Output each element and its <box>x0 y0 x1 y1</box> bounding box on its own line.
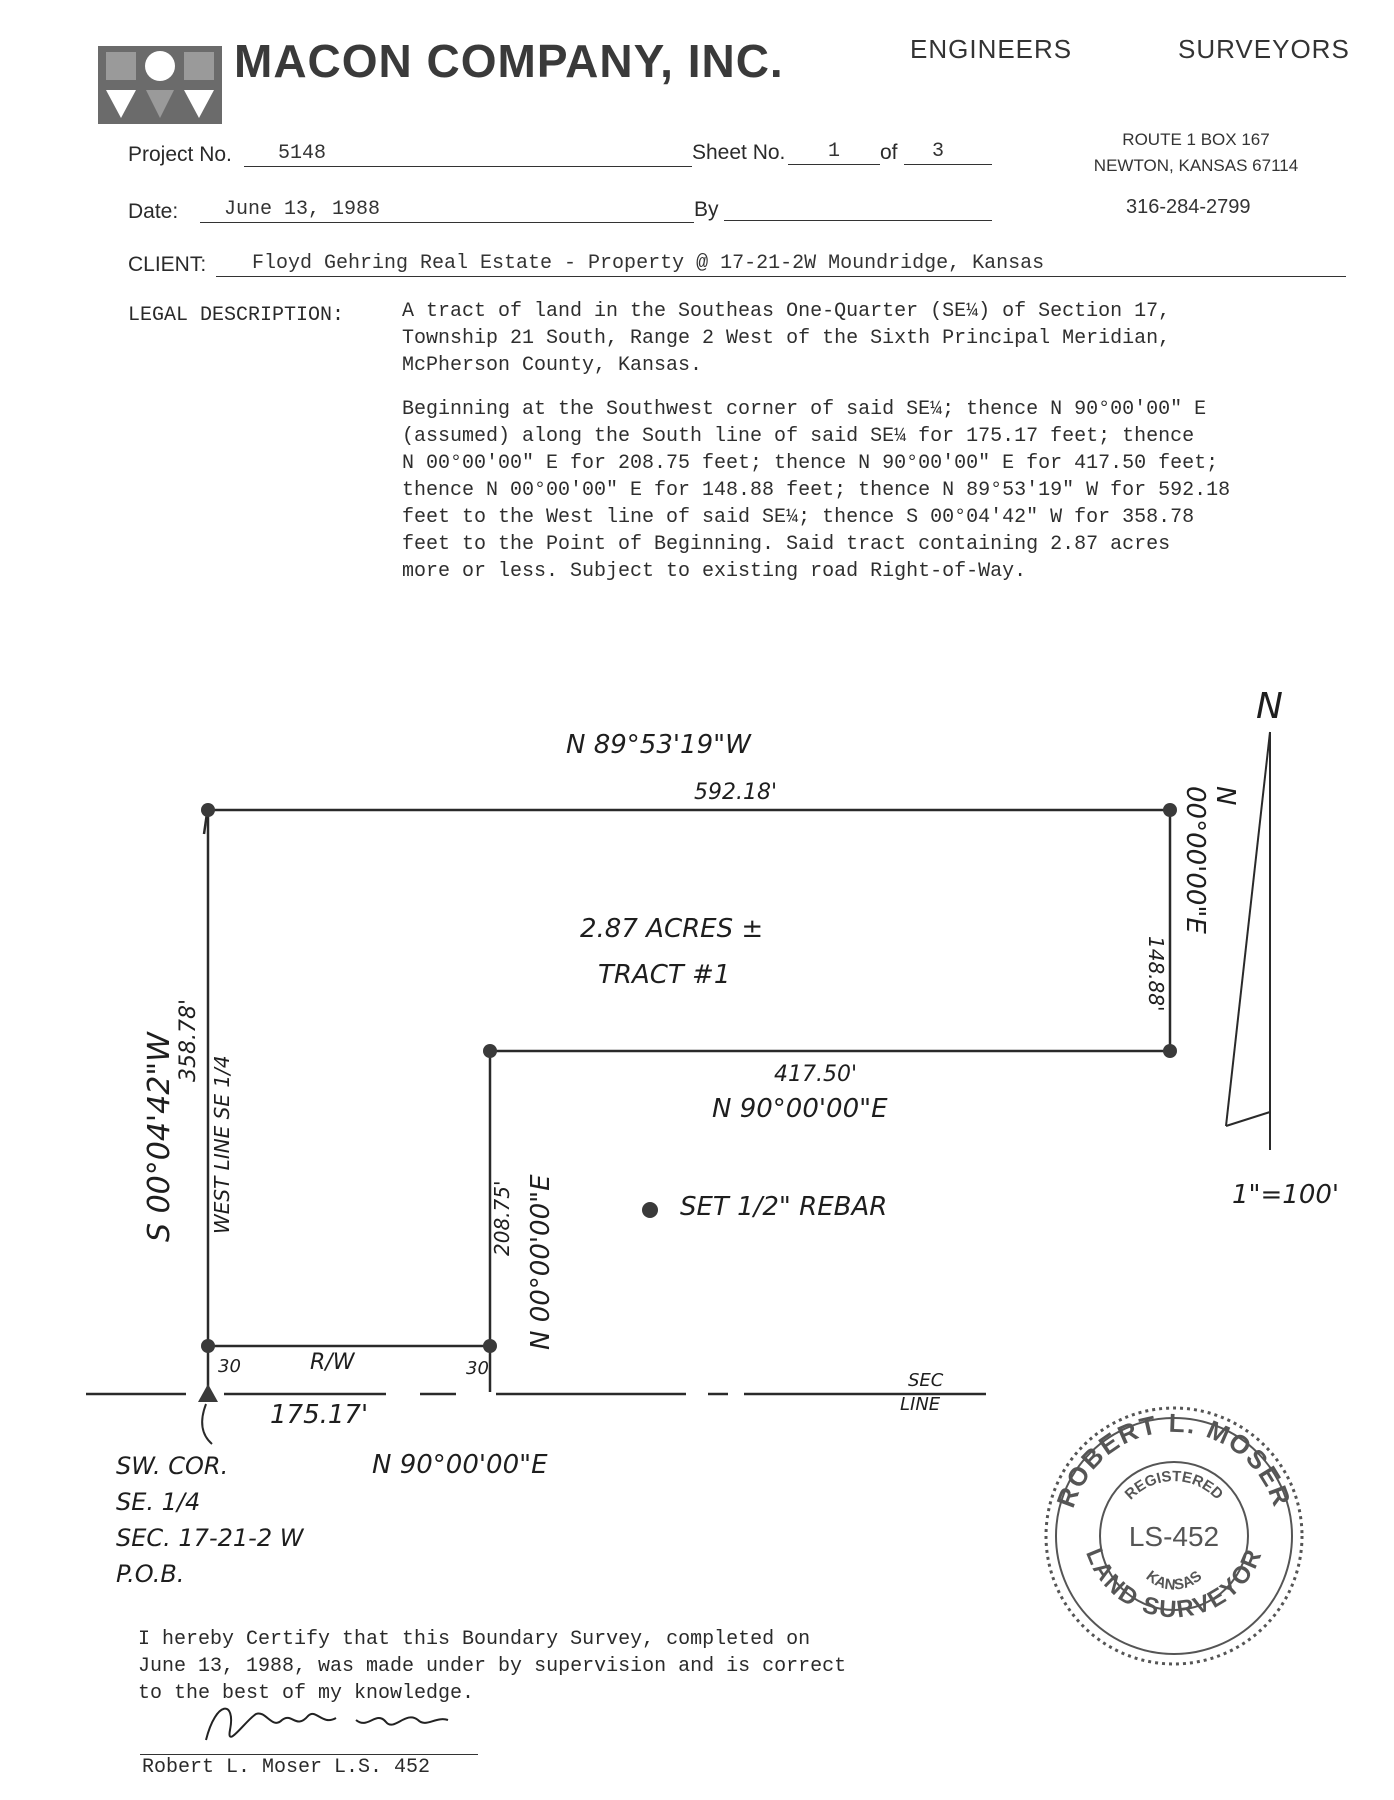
sec-line-label-2: LINE <box>900 1394 941 1415</box>
west-line-label: WEST LINE SE 1/4 <box>210 1055 234 1234</box>
address-line2: NEWTON, KANSAS 67114 <box>1093 156 1299 175</box>
of-label: of <box>880 141 898 164</box>
svg-text:ROBERT L. MOSER <box>1050 1408 1297 1512</box>
middle-bearing-label: N 90°00'00"E <box>712 1094 888 1124</box>
pob-triangle <box>198 1384 218 1402</box>
sheet-label: Sheet No. <box>692 141 786 164</box>
legal-line: A tract of land in the Southeas One-Quarter (SE¼) of Section 17, <box>402 300 1171 323</box>
client-value: Floyd Gehring Real Estate - Property @ 17-21-2W Moundridge, Kansas <box>252 252 1045 275</box>
south-bearing-label: N 90°00'00"E <box>372 1450 548 1480</box>
of-value: 3 <box>932 140 945 163</box>
seal-title: LAND SURVEYOR <box>1080 1544 1268 1624</box>
rebar-label: SET 1/2" REBAR <box>680 1192 888 1222</box>
row-width-east: 30 <box>466 1358 489 1379</box>
legal-line: N 00°00'00" E for 208.75 feet; thence N 90°00'00" E for 417.50 feet; <box>402 452 1219 475</box>
legal-line: feet to the Point of Beginning. Said tract containing 2.87 acres <box>402 533 1171 556</box>
date-value: June 13, 1988 <box>224 198 381 221</box>
sheet-value: 1 <box>827 140 840 163</box>
handwritten-signature <box>196 1690 456 1760</box>
cert-line: I hereby Certify that this Boundary Survey, completed on <box>138 1628 811 1651</box>
seal-registered: REGISTERED <box>1121 1467 1227 1504</box>
svg-text:REGISTERED <box>1122 1468 1227 1503</box>
row-label: R/W <box>310 1350 355 1375</box>
address-line1: ROUTE 1 BOX 167 <box>1122 130 1270 149</box>
inner-bearing-label: N 00°00'00"E <box>526 1174 556 1350</box>
seal-name: ROBERT L. MOSER <box>1050 1407 1298 1512</box>
corner-pin <box>483 1339 497 1353</box>
phone-number: 316-284-2799 <box>1126 196 1251 218</box>
corner-pin <box>483 1044 497 1058</box>
north-bearing-label: N 89°53'19"W <box>566 730 751 760</box>
middle-distance-label: 417.50' <box>774 1062 858 1087</box>
seal-number: LS-452 <box>1128 1521 1220 1552</box>
legal-line: feet to the West line of said SE¼; thence S 00°04'42" W for 358.78 <box>402 506 1195 529</box>
corner-pin <box>1163 1044 1177 1058</box>
legal-line: Township 21 South, Range 2 West of the Sixth Principal Meridian, <box>402 327 1171 350</box>
south-distance-label: 175.17' <box>270 1400 369 1430</box>
by-label: By <box>694 198 719 221</box>
corner-pin <box>1163 803 1177 817</box>
pob-line: SW. COR. <box>116 1452 229 1480</box>
scale-label: 1"=100' <box>1232 1180 1340 1210</box>
pob-note <box>116 1448 303 1592</box>
sec-line-label-1: SEC <box>908 1370 944 1391</box>
project-value: 5148 <box>278 142 327 165</box>
signer-name: Robert L. Moser L.S. 452 <box>142 1756 431 1779</box>
legal-description-label: LEGAL DESCRIPTION: <box>128 304 345 327</box>
east-bearing-label: N 00°00'00"E <box>1180 786 1240 934</box>
acres-label: 2.87 ACRES ± <box>580 914 764 944</box>
rebar-legend-pin <box>642 1202 658 1218</box>
cert-line: to the best of my knowledge. <box>138 1682 475 1705</box>
cert-line: June 13, 1988, was made under by supervision and is correct <box>138 1655 847 1678</box>
legal-line: more or less. Subject to existing road Right-of-Way. <box>402 560 1027 583</box>
surveyor-seal <box>1040 1402 1308 1670</box>
west-distance-label: 358.78' <box>176 998 201 1082</box>
corner-pin <box>201 1339 215 1353</box>
signature-line <box>140 1754 478 1755</box>
pob-line: P.O.B. <box>116 1560 185 1588</box>
north-distance-label: 592.18' <box>694 780 778 805</box>
west-bearing-label: S 00°04'42"W <box>142 1032 177 1242</box>
date-label: Date: <box>128 200 179 223</box>
client-label: CLIENT: <box>128 253 207 276</box>
legal-line: thence N 00°00'00" E for 148.88 feet; thence N 89°53'19" W for 592.18 <box>402 479 1231 502</box>
east-distance-label: 148.88' <box>1144 936 1168 1012</box>
north-arrow-label: N <box>1256 686 1283 727</box>
svg-text:KANSAS <box>1143 1568 1206 1594</box>
corner-pin <box>201 803 215 817</box>
company-name: MACON COMPANY, INC. <box>234 35 784 87</box>
project-label: Project No. <box>128 143 232 166</box>
pob-line: SE. 1/4 <box>116 1488 201 1516</box>
pob-line: SEC. 17-21-2 W <box>116 1524 304 1552</box>
legal-line: McPherson County, Kansas. <box>402 354 703 377</box>
row-width-west: 30 <box>218 1356 241 1377</box>
legal-line: Beginning at the Southwest corner of said SE¼; thence N 90°00'00" E <box>402 398 1207 421</box>
pob-leader <box>202 1404 212 1444</box>
inner-distance-label: 208.75' <box>490 1180 514 1256</box>
engineers-heading: ENGINEERS <box>910 34 1073 64</box>
tract-label: TRACT #1 <box>598 960 731 990</box>
surveyors-heading: SURVEYORS <box>1178 34 1350 64</box>
legal-line: (assumed) along the South line of said SE¼ for 175.17 feet; thence <box>402 425 1195 448</box>
seal-state: KANSAS <box>1142 1567 1206 1594</box>
